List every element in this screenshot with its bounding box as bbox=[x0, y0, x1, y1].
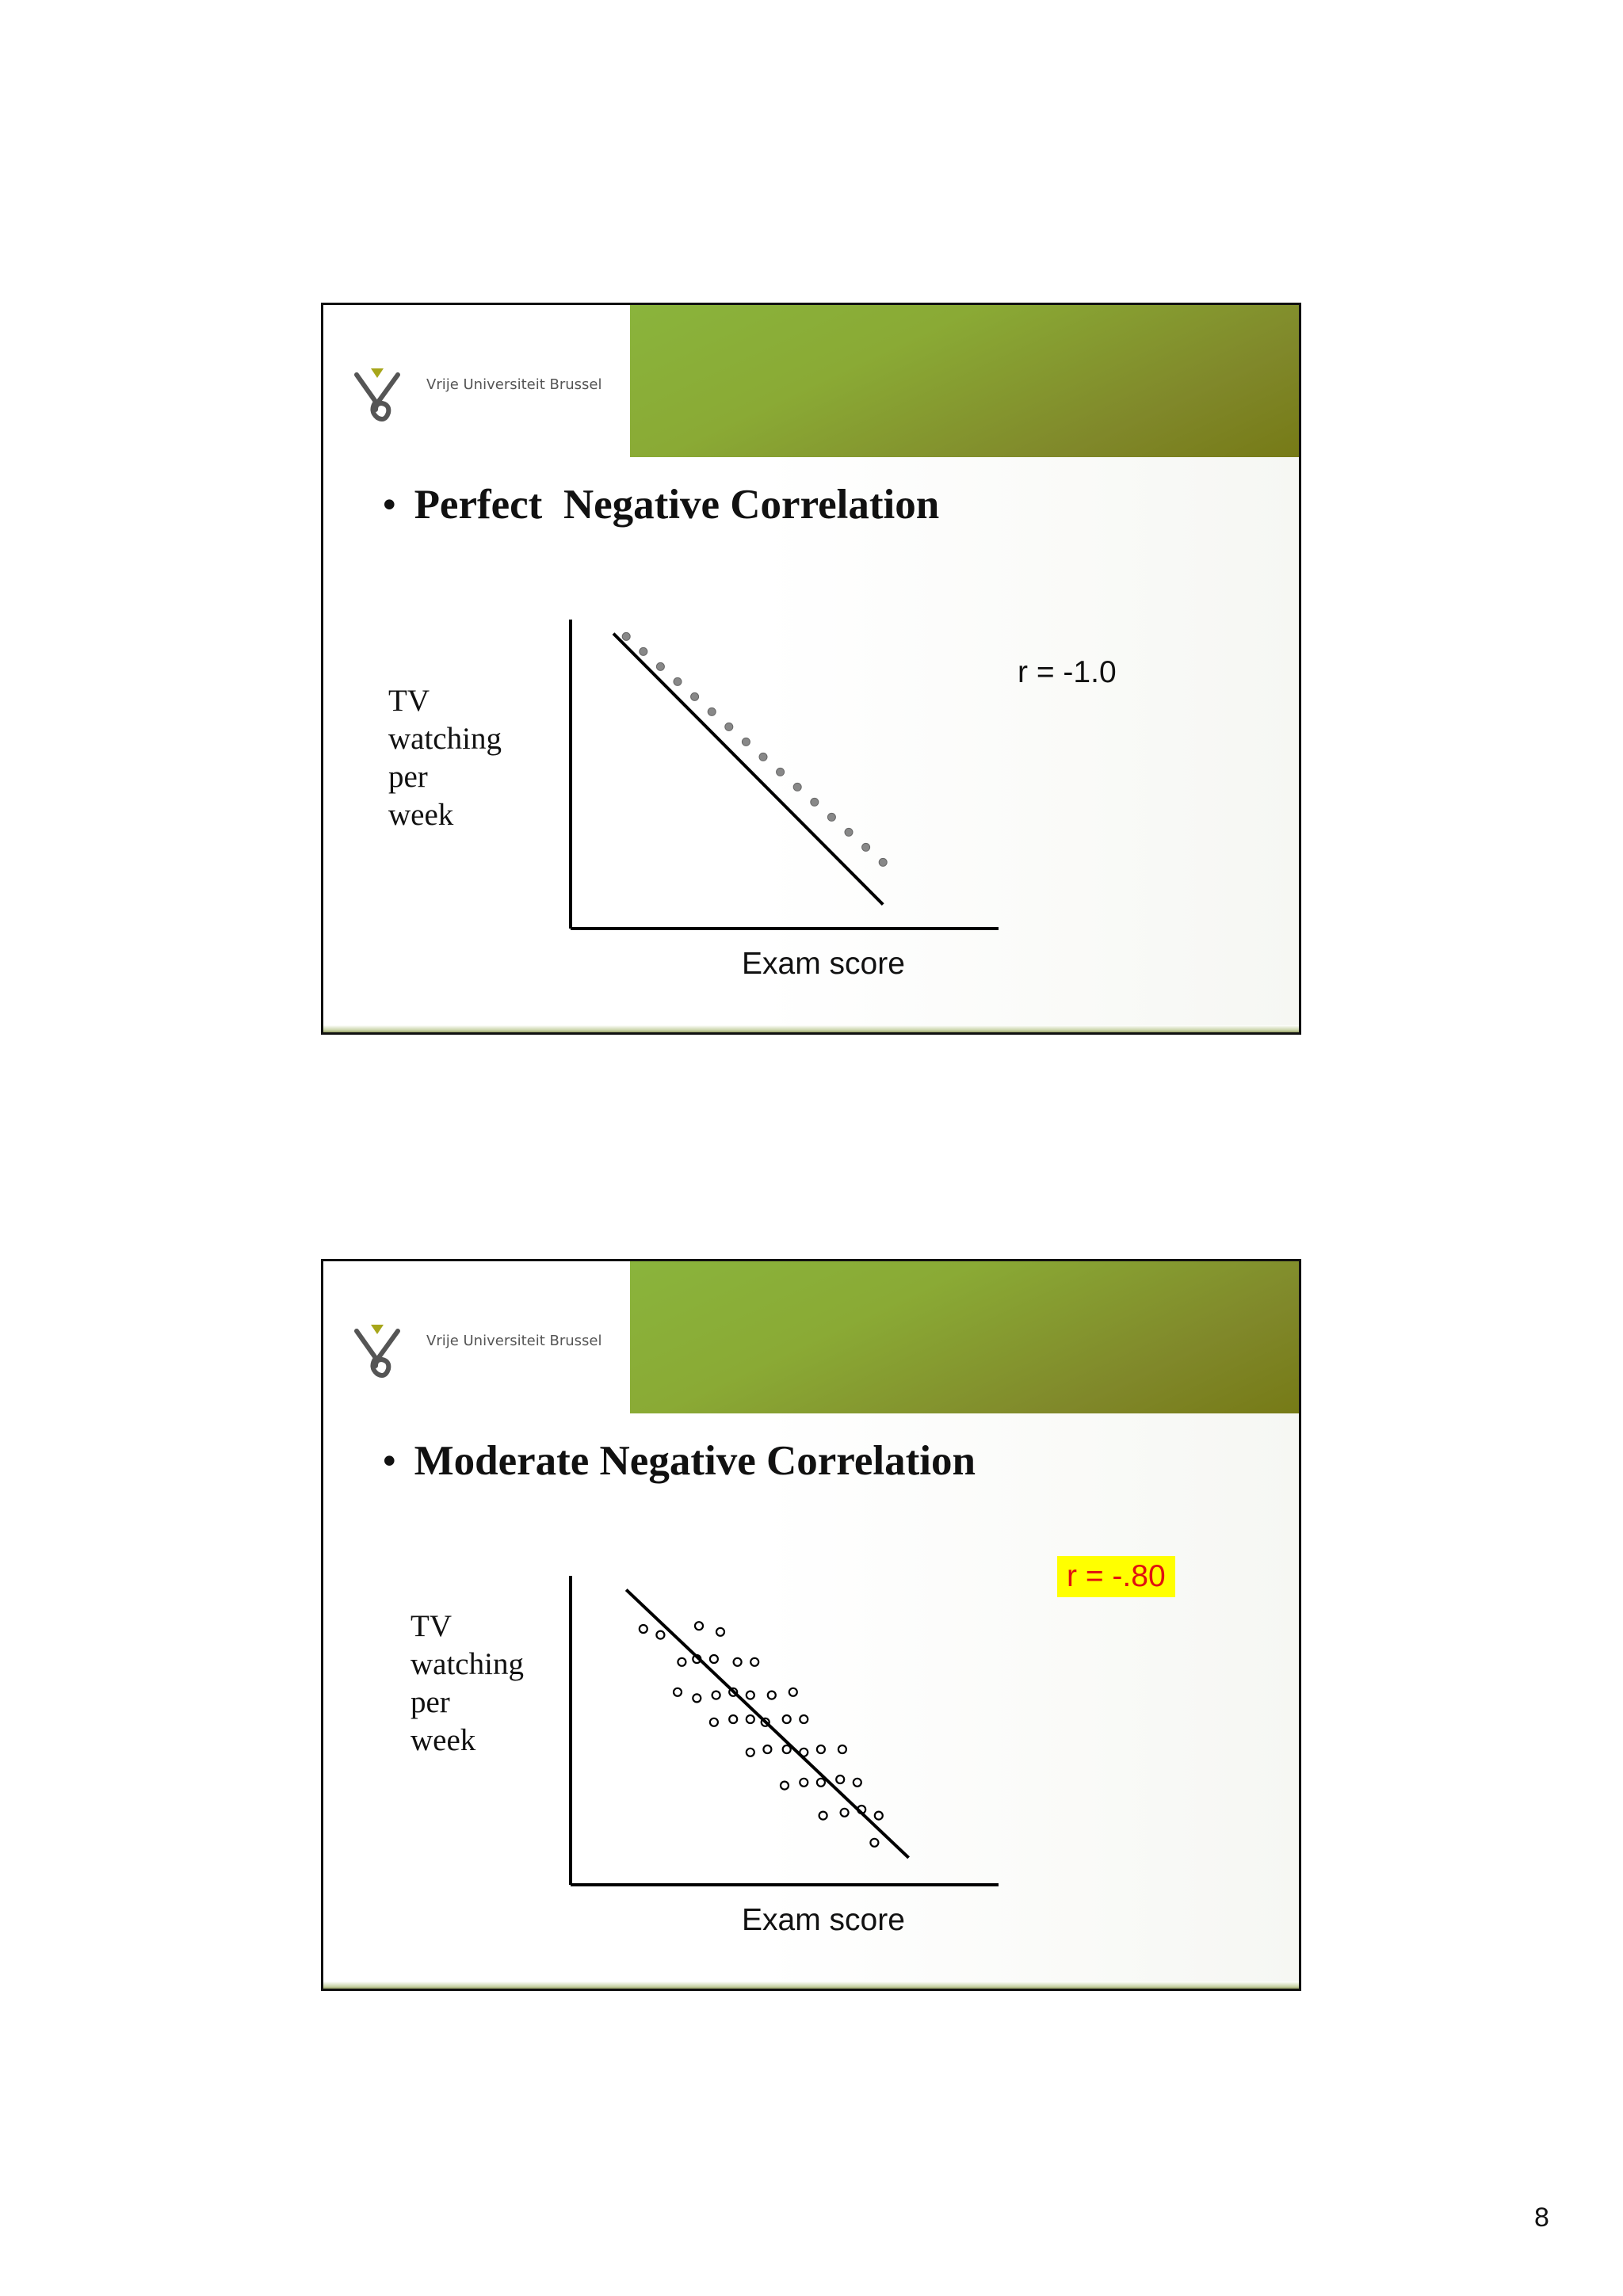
y-label-line: watching bbox=[411, 1647, 524, 1681]
slide-title bbox=[382, 481, 939, 528]
university-name: Vrije Universiteit Brussel bbox=[426, 1333, 602, 1349]
data-point bbox=[750, 1658, 758, 1666]
data-point bbox=[781, 1782, 789, 1790]
data-point bbox=[817, 1779, 825, 1787]
data-point bbox=[729, 1715, 737, 1723]
data-point bbox=[693, 1694, 701, 1702]
vub-logo-icon bbox=[353, 1325, 417, 1380]
data-point bbox=[656, 662, 664, 670]
data-point bbox=[747, 1715, 754, 1723]
header-banner bbox=[630, 305, 1301, 457]
y-axis-label bbox=[388, 682, 502, 834]
data-point bbox=[811, 798, 819, 806]
data-point bbox=[678, 1658, 685, 1666]
data-point bbox=[817, 1745, 825, 1753]
data-point bbox=[827, 813, 835, 821]
data-point bbox=[622, 632, 630, 640]
slide-perfect-negative bbox=[321, 303, 1301, 1035]
data-point bbox=[734, 1658, 742, 1666]
y-label-line: TV bbox=[411, 1609, 452, 1643]
data-point bbox=[777, 768, 785, 776]
y-label-line: per bbox=[388, 760, 428, 794]
data-point bbox=[695, 1622, 703, 1630]
data-point bbox=[862, 843, 870, 851]
bullet-icon: • bbox=[382, 482, 397, 528]
university-logo bbox=[353, 368, 602, 432]
slide-moderate-negative bbox=[321, 1259, 1301, 1991]
data-point bbox=[789, 1688, 797, 1696]
correlation-value: r = -1.0 bbox=[1018, 655, 1117, 689]
data-point bbox=[716, 1628, 724, 1636]
data-point bbox=[747, 1749, 754, 1756]
y-axis-label bbox=[411, 1608, 524, 1760]
y-label-line: watching bbox=[388, 722, 502, 756]
data-point bbox=[640, 1625, 647, 1633]
bullet-icon: • bbox=[382, 1438, 397, 1484]
data-point bbox=[819, 1812, 827, 1820]
data-point bbox=[783, 1715, 791, 1723]
university-name: Vrije Universiteit Brussel bbox=[426, 376, 602, 393]
data-point bbox=[838, 1745, 846, 1753]
data-point bbox=[875, 1812, 883, 1820]
university-logo bbox=[353, 1325, 602, 1388]
scatter-plot bbox=[561, 1574, 1005, 1891]
data-point bbox=[712, 1691, 720, 1699]
data-point bbox=[768, 1691, 776, 1699]
data-point bbox=[691, 692, 699, 700]
y-label-line: week bbox=[388, 798, 454, 832]
scatter-plot bbox=[561, 618, 1005, 935]
data-point bbox=[879, 858, 887, 866]
data-point bbox=[763, 1745, 771, 1753]
data-point bbox=[674, 1688, 682, 1696]
data-point bbox=[710, 1718, 718, 1726]
y-label-line: TV bbox=[388, 684, 430, 718]
slide-title-text: Moderate Negative Correlation bbox=[414, 1438, 976, 1484]
page-number: 8 bbox=[1534, 2203, 1549, 2233]
data-point bbox=[708, 707, 716, 715]
data-point bbox=[870, 1839, 878, 1847]
vub-logo-icon bbox=[353, 368, 417, 424]
data-point bbox=[725, 723, 733, 730]
y-label-line: per bbox=[411, 1685, 450, 1719]
correlation-value: r = -.80 bbox=[1057, 1556, 1175, 1597]
x-axis-label: Exam score bbox=[742, 947, 905, 981]
x-axis-label: Exam score bbox=[742, 1903, 905, 1937]
data-point bbox=[759, 753, 767, 761]
data-point bbox=[854, 1779, 861, 1787]
trend-line bbox=[626, 1590, 908, 1858]
data-point bbox=[841, 1809, 849, 1817]
data-point bbox=[710, 1655, 718, 1663]
bottom-bar bbox=[323, 1981, 1299, 1989]
slide-title-text: Perfect Negative Correlation bbox=[414, 482, 940, 528]
data-point bbox=[674, 677, 682, 685]
data-point bbox=[747, 1691, 754, 1699]
data-point bbox=[793, 783, 801, 791]
data-point bbox=[640, 647, 647, 655]
y-label-line: week bbox=[411, 1723, 476, 1757]
bottom-bar bbox=[323, 1025, 1299, 1032]
header-banner bbox=[630, 1261, 1301, 1413]
data-point bbox=[800, 1715, 808, 1723]
trend-line bbox=[613, 634, 883, 905]
slide-title bbox=[382, 1437, 976, 1485]
data-point bbox=[656, 1631, 664, 1639]
data-point bbox=[742, 738, 750, 746]
data-point bbox=[800, 1779, 808, 1787]
data-point bbox=[836, 1775, 844, 1783]
data-point bbox=[845, 828, 853, 836]
